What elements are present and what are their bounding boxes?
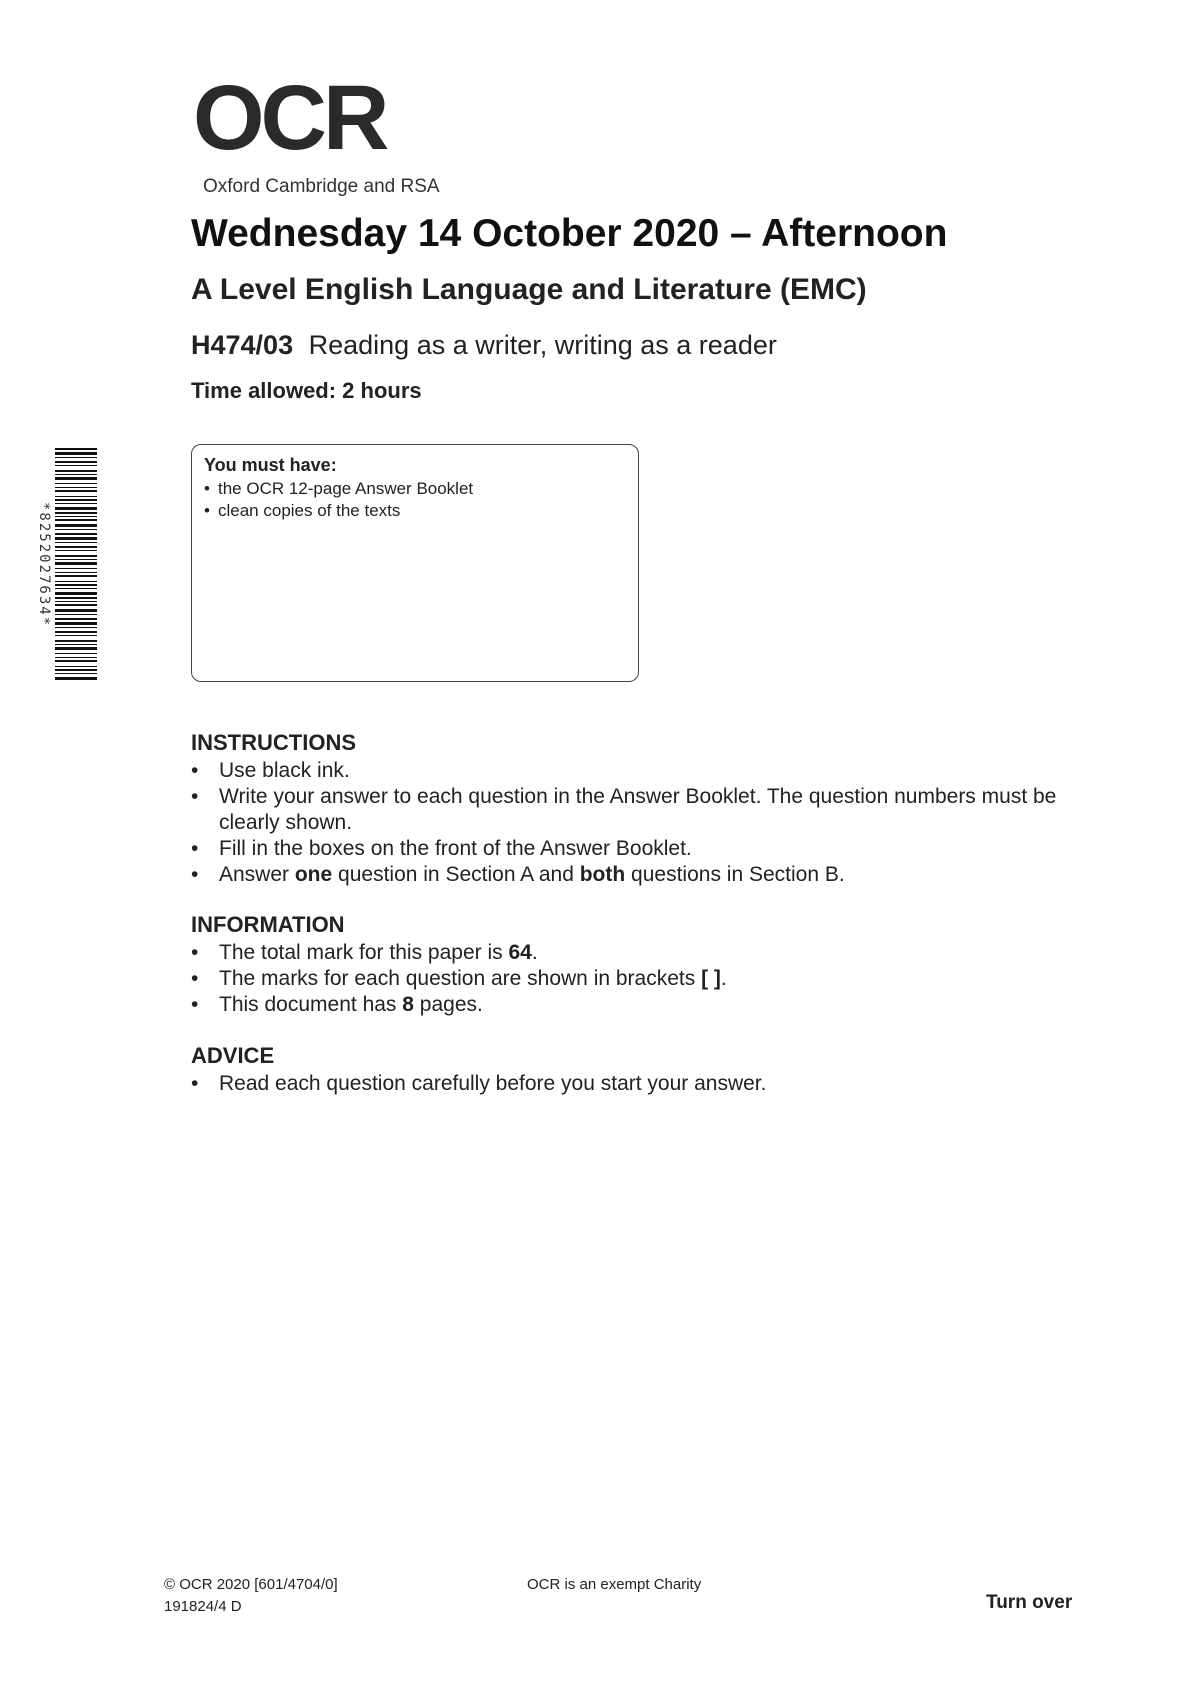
turn-over-label: Turn over	[986, 1592, 1073, 1613]
advice-heading: ADVICE	[191, 1043, 275, 1068]
information-item: • The marks for each question are shown in brackets [ ].	[191, 967, 727, 990]
instruction-item: • Use black ink.	[191, 759, 350, 782]
must-have-item: • clean copies of the texts	[204, 501, 401, 520]
candidate-barcode	[38, 448, 98, 682]
information-heading: INFORMATION	[191, 912, 345, 937]
logo-tagline: Oxford Cambridge and RSA	[203, 176, 440, 197]
information-item: • The total mark for this paper is 64.	[191, 941, 538, 964]
advice-item: • Read each question carefully before you start your answer.	[191, 1072, 767, 1095]
instructions-section	[191, 730, 1091, 888]
time-allowed: Time allowed: 2 hours	[191, 378, 422, 403]
instruction-item: • Fill in the boxes on the front of the Answer Booklet.	[191, 837, 692, 860]
barcode-bars-icon	[55, 448, 97, 682]
information-section	[191, 912, 1091, 1018]
information-item: • This document has 8 pages.	[191, 993, 483, 1016]
exam-date-title: Wednesday 14 October 2020 – Afternoon	[191, 212, 948, 255]
instruction-item: • Answer one question in Section A and both questions in Section B.	[191, 863, 845, 886]
footer-copyright: © OCR 2020 [601/4704/0]	[164, 1576, 338, 1593]
logo-wordmark: OCR	[193, 67, 386, 169]
unit-code: H474/03	[191, 330, 294, 360]
barcode-digits: *8252027634*	[36, 502, 52, 628]
qualification-title: A Level English Language and Literature (EMC)	[191, 273, 867, 306]
instructions-heading: INSTRUCTIONS	[191, 730, 356, 755]
must-have-item: • the OCR 12-page Answer Booklet	[204, 479, 474, 498]
footer-reference: 191824/4 D	[164, 1598, 242, 1615]
unit-title: Reading as a writer, writing as a reader	[308, 330, 777, 360]
ocr-logo	[193, 67, 443, 197]
footer-charity: OCR is an exempt Charity	[527, 1576, 702, 1593]
advice-section	[191, 1043, 1091, 1097]
unit-line	[191, 330, 777, 361]
instruction-item: • Write your answer to each question in the Answer Booklet. The question numbers must be clearly shown.	[191, 785, 1057, 834]
must-have-title: You must have:	[204, 455, 337, 475]
you-must-have-box	[191, 444, 639, 682]
